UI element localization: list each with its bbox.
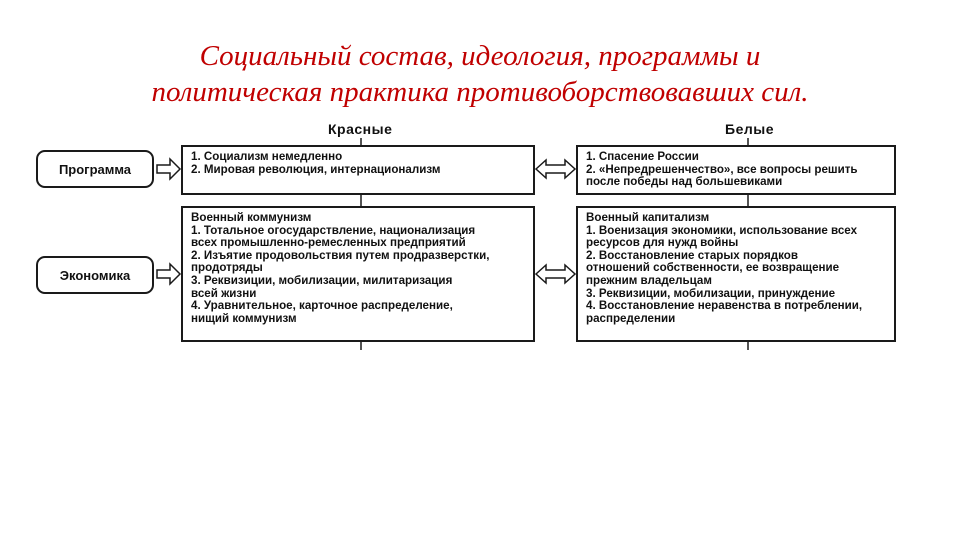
white-program-line: 1. Спасение России xyxy=(586,150,699,163)
white-economy-line: ресурсов для нужд войны xyxy=(586,236,739,250)
white-economy-line: отношений собственности, ее возвращение xyxy=(586,261,840,275)
title-line-2: политическая практика противоборствовавших сил. xyxy=(151,76,809,108)
red-economy-box xyxy=(181,206,535,342)
red-economy-line: Военный коммунизм xyxy=(191,211,312,224)
white-economy-line: прежним владельцам xyxy=(586,273,712,287)
row-label-economy xyxy=(36,256,154,294)
white-economy-line: распределении xyxy=(586,311,676,325)
white-economy-line: 4. Восстановление неравенства в потреблении, xyxy=(586,299,863,313)
program-double-arrow-icon xyxy=(536,160,575,178)
program-arrow-icon xyxy=(157,159,180,179)
red-program-box xyxy=(181,145,535,195)
red-economy-line: 1. Тотальное огосударствление, национализация xyxy=(191,223,476,237)
economy-arrow-icon xyxy=(157,264,180,284)
white-program-line: 2. «Непредрешенчество», все вопросы решить xyxy=(586,162,858,176)
white-economy-line: Военный капитализм xyxy=(586,211,710,224)
red-program-line: 2. Мировая революция, интернационализм xyxy=(191,162,441,176)
red-economy-line: 3. Реквизиции, мобилизации, милитаризация xyxy=(191,273,453,287)
row-label-program xyxy=(36,150,154,188)
row-label-economy-text: Экономика xyxy=(59,267,131,283)
red-economy-line: 4. Уравнительное, карточное распределение, xyxy=(191,299,453,313)
column-header-red: Красные xyxy=(328,121,393,137)
red-economy-line: продотряды xyxy=(191,261,263,275)
title-line-1: Социальный состав, идеология, программы и xyxy=(199,40,761,72)
white-program-line: после победы над большевиками xyxy=(586,175,783,189)
row-label-program-text: Программа xyxy=(58,161,132,177)
economy-double-arrow-icon xyxy=(536,265,575,283)
white-program-box xyxy=(576,145,896,195)
white-economy-line: 3. Реквизиции, мобилизации, принуждение xyxy=(586,286,836,300)
red-economy-line: всех промышленно-ремесленных предприятий xyxy=(191,236,466,250)
column-header-white: Белые xyxy=(725,121,774,137)
red-program-line: 1. Социализм немедленно xyxy=(191,150,343,163)
white-economy-box xyxy=(576,206,896,342)
red-economy-line: нищий коммунизм xyxy=(191,311,297,325)
red-economy-line: 2. Изъятие продовольствия путем продразверстки, xyxy=(191,248,490,262)
white-economy-line: 1. Военизация экономики, использование всех xyxy=(586,223,858,237)
white-economy-line: 2. Восстановление старых порядков xyxy=(586,248,798,262)
red-economy-line: всей жизни xyxy=(191,286,257,300)
